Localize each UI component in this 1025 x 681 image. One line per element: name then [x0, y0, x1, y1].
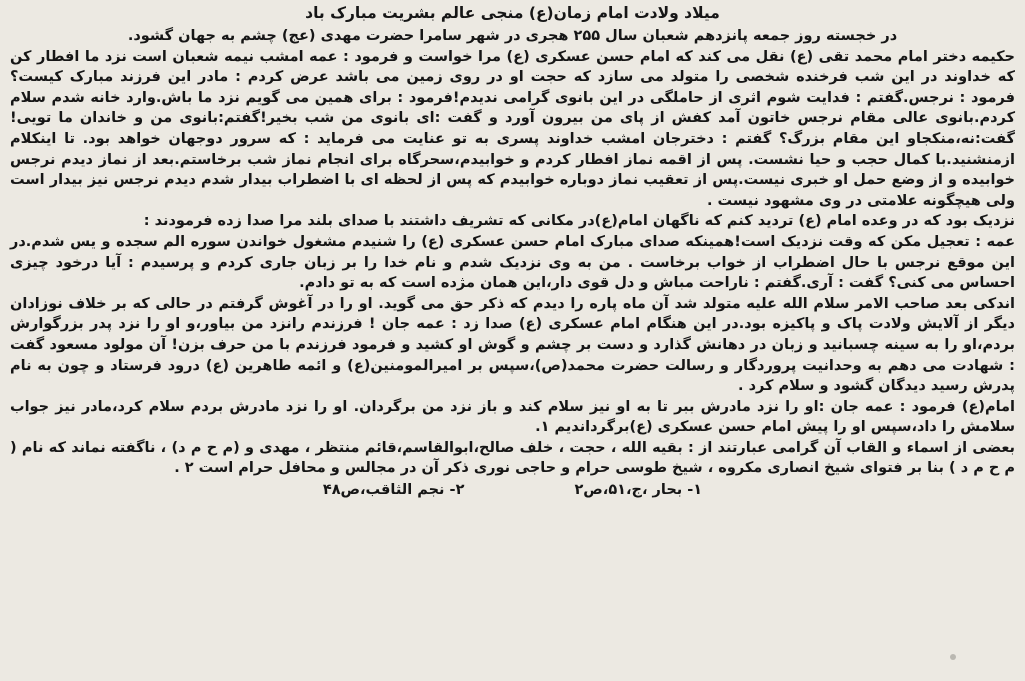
scan-speck — [950, 654, 956, 660]
references — [10, 480, 1015, 500]
reference-2: ۲- نجم الثاقب،ص۴۸ — [322, 482, 465, 499]
paragraph-birth-account: اندکی بعد صاحب الامر سلام الله علیه متولد شد آن ماه پاره را دیدم که ذکر حق می گوید. او را در آغوش گرفتم در حالی که بر خلاف نوزادان دیگر از آلایش ولادت پاک و پاکیزه بود.در این هنگام امام عسکری (ع) صدا زد : عمه جان ! فرزندم رانزد من بیاور،و او را نزد پدر بزرگوارش بردم،او را به سینه چسبانید و زبان در دهانش گذارد و دست بر چشم و گوش او کشید و فرمود فرزندم با من حرف بزن! آن مولود مسعود گفت : شهادت می دهم به وحدانیت پروردگار و رسالت حضرت محمد(ص)،سپس بر امیرالمومنین(ع) و ائمه طاهرین (ع) درود فرستاد و چون به نام پدرش رسید دیدگان گشود و سلام کرد . — [10, 295, 1015, 395]
paragraph-return-to-mother: امام(ع) فرمود : عمه جان :او را نزد مادرش ببر تا به او نیز سلام کند و باز نزد من برگردان. او را نزد مادرش بردم سلام کرد،مادر نیز جواب سلامش را داد،سپس او را پیش امام حسن عسکری (ع)برگرداندیم ۱. — [10, 398, 1015, 436]
paragraph-narjes-awakening: عمه : تعجیل مکن که وقت نزدیک است!همینکه صدای مبارک امام حسن عسکری (ع) را شنیدم مشغول خواندن سوره الم سجده و یس شدم.در این موقع نرجس با حال اضطراب از خواب برخاست . من به وی نزدیک شدم و نام خدا را بر زبان جاری کردم و پرسیدم : آیا درخود چیزی احساس می کنی؟ گفت : آری.گفتم : ناراحت مباش و دل قوی دار،این همان مژده است که به تو دادم. — [10, 233, 1015, 292]
reference-1: ۱- بحار ،ج،۵۱،ص۲ — [574, 482, 703, 499]
paragraph-birth-date: در خجسته روز جمعه پانزدهم شعبان سال ۲۵۵ هجری در شهر سامرا حضرت مهدی (عج) چشم به جهان گشود. — [127, 28, 898, 44]
paragraph-hakimeh-narration: حکیمه دختر امام محمد تقی (ع) نقل می کند که امام حسن عسکری (ع) مرا خواست و فرمود : عمه امشب نیمه شعبان است نزد ما افطار کن که خداوند در این شب فرخنده شخصی را متولد می سازد که حجت او در روی زمین می باشد عرض کردم : مادر این فرزند مبارک کیست؟ فرمود : نرجس.گفتم : فدایت شوم اثری از حاملگی در این بانوی گرامی ندیدم!فرمود : برای همین می گویم نزد ما باش.وارد خانه شدم سلام کردم.بانوی عالی مقام نرجس خاتون آمد کفش از پای من بیرون آورد و گفت :ای بانوی من شب بخیر!گفتم:بانوی من و خاندان ما تویی!گفت:نه،منکجاو این مقام بزرگ؟ گفتم : دخترجان امشب خداوند پسری به تو عنایت می فرماید : که سرور دوجهان خواهد بود. تا اینکلام ازمنشنید.با کمال حجب و حیا نشست. پس از اقمه نماز افطار کردم و خوابیدم،سحرگاه برای انجام نماز شب برخاستم.بعد از نماز دیدم نرجس خوابیده و از وضع حمل او خبری نیست.پس از تعقیب نماز دوباره خوابیدم که پس از لحظه ای با اضطراب بیدار شدم دیدم نرجس نیز بیدار است ولی هیچگونه علامتی در وی مشهود نیست . — [10, 48, 1015, 209]
paragraph-names-titles: بعضی از اسماء و القاب آن گرامی عبارتند از : بقیه الله ، حجت ، خلف صالح،ابوالقاسم،قائم منتظر ، مهدی و (م ح م د) ، ناگفته نماند که نام ( م ح م د ) بنا بر فتوای شیخ انصاری مکروه ، شیخ طوسی حرام و حاجی نوری ذکر آن در مجالس و محافل حرام است ۲ . — [10, 439, 1015, 477]
document-title: میلاد ولادت امام زمان(ع) منجی عالم بشریت مبارک باد — [305, 4, 720, 22]
paragraph-imam-call: نزدیک بود که در وعده امام (ع) تردید کنم که ناگهان امام(ع)در مکانی که تشریف داشتند با صدای بلند مرا صدا زده فرمودند : — [143, 213, 1015, 230]
